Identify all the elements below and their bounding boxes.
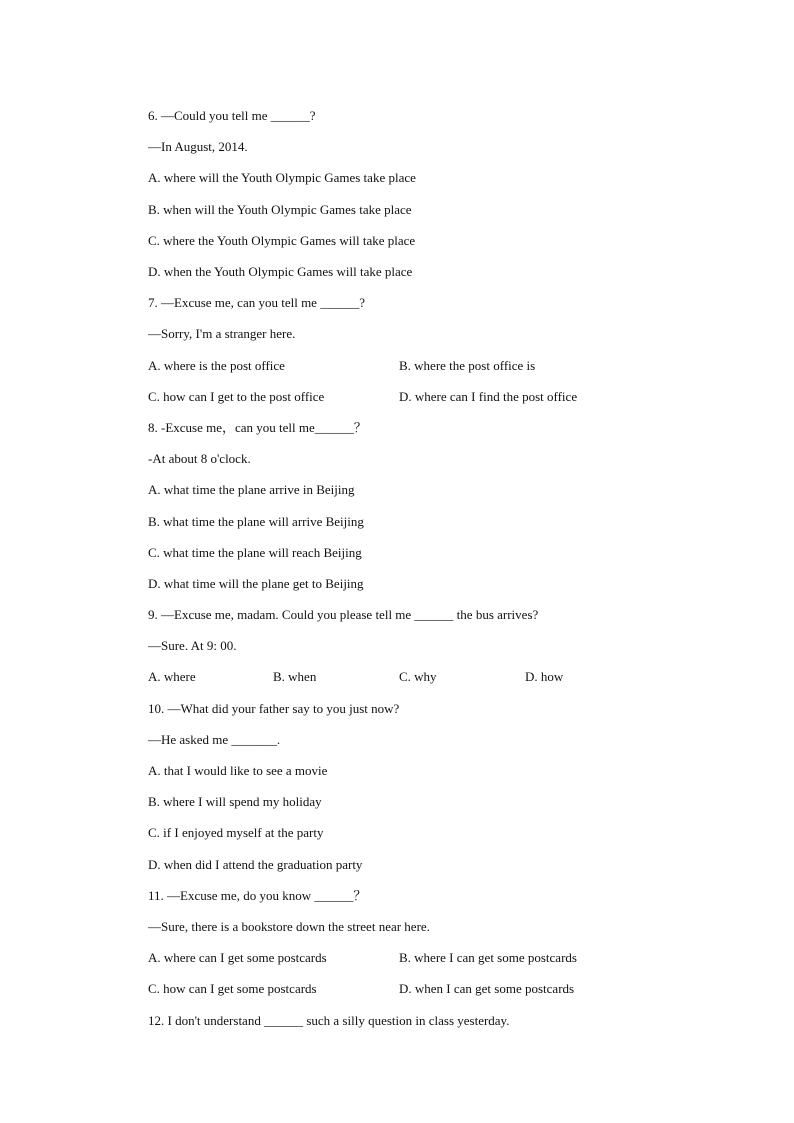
question-9-options-row: [148, 661, 748, 692]
question-6-option-a: A. where will the Youth Olympic Games take place: [148, 170, 416, 186]
question-6-answer: —In August, 2014.: [148, 139, 248, 155]
question-10-stem: 10. —What did your father say to you just now?: [148, 700, 400, 716]
question-9-stem: 9. —Excuse me, madam. Could you please tell me ______ the bus arrives?: [148, 607, 539, 623]
question-8-stem: 8. -Excuse me，can you tell me______？: [148, 419, 367, 435]
question-6-option-b: B. when will the Youth Olympic Games take place: [148, 201, 412, 217]
question-10-option-c: C. if I enjoyed myself at the party: [148, 825, 324, 841]
question-10-option-d: D. when did I attend the graduation party: [148, 856, 363, 872]
question-9-answer: —Sure. At 9: 00.: [148, 638, 237, 654]
question-9-option-c: C. why: [399, 669, 437, 685]
question-7-option-d: D. where can I find the post office: [399, 388, 578, 404]
question-12-stem: 12. I don't understand ______ such a silly question in class yesterday.: [148, 1012, 510, 1028]
question-8-option-c: C. what time the plane will reach Beijing: [148, 544, 362, 560]
question-11-option-a: A. where can I get some postcards: [148, 950, 327, 966]
question-11-answer: —Sure, there is a bookstore down the street near here.: [148, 918, 430, 934]
question-11-option-d: D. when I can get some postcards: [399, 981, 575, 997]
question-11-stem: 11. —Excuse me, do you know ______？: [148, 887, 367, 903]
question-6-option-d: D. when the Youth Olympic Games will take place: [148, 264, 413, 280]
question-9-option-b: B. when: [273, 669, 317, 685]
question-9-option-d: D. how: [525, 669, 564, 685]
question-11-options-row-1: [148, 942, 748, 973]
question-7-option-c: C. how can I get to the post office: [148, 388, 325, 404]
question-8-option-b: B. what time the plane will arrive Beijing: [148, 513, 364, 529]
question-8-answer: -At about 8 o'clock.: [148, 451, 251, 467]
question-11-option-c: C. how can I get some postcards: [148, 981, 317, 997]
question-6-stem: 6. —Could you tell me ______?: [148, 108, 316, 124]
question-11-option-b: B. where I can get some postcards: [399, 950, 577, 966]
question-8-option-a: A. what time the plane arrive in Beijing: [148, 482, 355, 498]
question-7-options-row-1: [148, 350, 748, 381]
question-7-options-row-2: [148, 381, 748, 412]
question-10-option-b: B. where I will spend my holiday: [148, 794, 322, 810]
question-10-option-a: A. that I would like to see a movie: [148, 763, 328, 779]
question-7-stem: 7. —Excuse me, can you tell me ______?: [148, 295, 365, 311]
question-7-answer: —Sorry, I'm a stranger here.: [148, 326, 296, 342]
question-7-option-a: A. where is the post office: [148, 357, 285, 373]
question-8-option-d: D. what time will the plane get to Beijing: [148, 575, 364, 591]
question-11-options-row-2: [148, 973, 748, 1004]
question-sheet: [148, 100, 748, 1036]
question-7-option-b: B. where the post office is: [399, 357, 536, 373]
question-6-option-c: C. where the Youth Olympic Games will take place: [148, 232, 416, 248]
question-10-answer: —He asked me _______.: [148, 731, 281, 747]
question-9-option-a: A. where: [148, 669, 196, 685]
